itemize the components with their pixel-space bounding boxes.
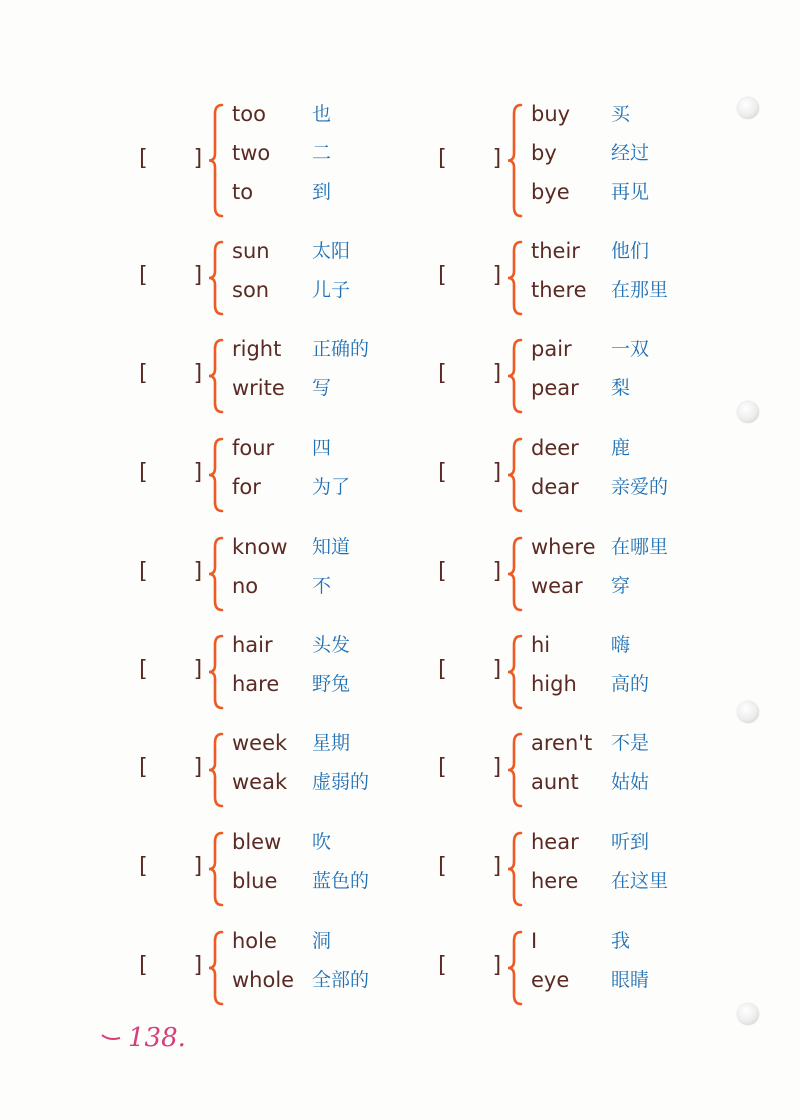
curly-brace-icon [206, 830, 228, 908]
chinese-meaning: 在这里 [611, 870, 669, 892]
chinese-meaning: 亲爱的 [611, 476, 669, 498]
chinese-meaning: 他们 [611, 240, 650, 262]
answer-bracket-close: ] [192, 145, 206, 171]
chinese-meaning: 买 [611, 103, 631, 125]
chinese-meaning: 一双 [611, 338, 650, 360]
chinese-meaning: 写 [312, 377, 332, 399]
answer-bracket-open: [ [136, 559, 150, 584]
answer-bracket-close: ] [192, 854, 206, 879]
answer-bracket-close: ] [192, 361, 206, 386]
word-group [136, 633, 436, 711]
curly-brace-icon [505, 929, 527, 1007]
word-group [136, 830, 436, 908]
english-word: there [531, 278, 587, 302]
english-word: bye [531, 180, 570, 204]
chinese-meaning: 梨 [611, 377, 631, 399]
word-group [136, 929, 436, 1007]
chinese-meaning: 不 [312, 575, 332, 597]
chinese-meaning: 再见 [611, 181, 650, 203]
answer-bracket-close: ] [491, 953, 505, 978]
word-group [136, 239, 436, 317]
curly-brace-icon [505, 731, 527, 809]
curly-brace-icon [505, 633, 527, 711]
curly-brace-icon [206, 535, 228, 613]
english-word: for [232, 475, 261, 499]
english-word: sun [232, 239, 270, 263]
answer-bracket-close: ] [491, 755, 505, 780]
chinese-meaning: 在那里 [611, 279, 669, 301]
answer-bracket-open: [ [136, 657, 150, 682]
word-group [435, 535, 735, 613]
english-word: hair [232, 633, 273, 657]
english-word: write [232, 376, 285, 400]
chinese-meaning: 蓝色的 [312, 870, 370, 892]
word-group [136, 436, 436, 514]
english-word: weak [232, 770, 288, 794]
english-word: know [232, 535, 288, 559]
curly-brace-icon [206, 929, 228, 1007]
curly-brace-icon [206, 633, 228, 711]
page-number: 138. [128, 1023, 186, 1053]
english-word: hare [232, 672, 280, 696]
answer-bracket-open: [ [136, 263, 150, 288]
page-mark-icon [100, 1031, 122, 1043]
chinese-meaning: 高的 [611, 673, 650, 695]
chinese-meaning: 嗨 [611, 634, 631, 656]
english-word: aren't [531, 731, 593, 755]
english-word: week [232, 731, 288, 755]
english-word: aunt [531, 770, 579, 794]
english-word: four [232, 436, 275, 460]
word-group [136, 535, 436, 613]
chinese-meaning: 穿 [611, 575, 631, 597]
english-word: high [531, 672, 577, 696]
curly-brace-icon [206, 337, 228, 415]
word-group [136, 731, 436, 809]
answer-bracket-open: [ [435, 854, 449, 879]
binder-hole [737, 401, 759, 423]
answer-bracket-open: [ [435, 361, 449, 386]
english-word: here [531, 869, 579, 893]
answer-bracket-open: [ [435, 755, 449, 780]
chinese-meaning: 虚弱的 [312, 771, 370, 793]
answer-bracket-close: ] [491, 263, 505, 288]
english-word: their [531, 239, 580, 263]
chinese-meaning: 四 [312, 437, 332, 459]
curly-brace-icon [505, 239, 527, 317]
english-word: deer [531, 436, 579, 460]
english-word: son [232, 278, 270, 302]
english-word: hi [531, 633, 551, 657]
chinese-meaning: 星期 [312, 732, 351, 754]
answer-bracket-close: ] [491, 361, 505, 386]
chinese-meaning: 知道 [312, 536, 351, 558]
answer-bracket-open: [ [136, 460, 150, 485]
english-word: by [531, 141, 557, 165]
chinese-meaning: 听到 [611, 831, 650, 853]
english-word: blew [232, 830, 282, 854]
binder-hole [737, 97, 759, 119]
english-word: pear [531, 376, 579, 400]
english-word: eye [531, 968, 570, 992]
chinese-meaning: 我 [611, 930, 631, 952]
binder-hole [737, 1003, 759, 1025]
english-word: no [232, 574, 259, 598]
word-group [435, 436, 735, 514]
english-word: dear [531, 475, 579, 499]
chinese-meaning: 二 [312, 142, 332, 164]
chinese-meaning: 不是 [611, 732, 650, 754]
english-word: buy [531, 102, 571, 126]
answer-bracket-open: [ [136, 854, 150, 879]
curly-brace-icon [505, 535, 527, 613]
word-group [435, 633, 735, 711]
chinese-meaning: 鹿 [611, 437, 631, 459]
curly-brace-icon [505, 436, 527, 514]
chinese-meaning: 头发 [312, 634, 351, 656]
chinese-meaning: 吹 [312, 831, 332, 853]
chinese-meaning: 儿子 [312, 279, 351, 301]
english-word: where [531, 535, 596, 559]
english-word: pair [531, 337, 572, 361]
english-word: wear [531, 574, 583, 598]
curly-brace-icon [206, 731, 228, 809]
chinese-meaning: 为了 [312, 476, 351, 498]
answer-bracket-open: [ [435, 460, 449, 485]
chinese-meaning: 眼睛 [611, 969, 650, 991]
answer-bracket-close: ] [491, 460, 505, 485]
answer-bracket-open: [ [136, 953, 150, 978]
english-word: right [232, 337, 282, 361]
answer-bracket-close: ] [192, 263, 206, 288]
chinese-meaning: 洞 [312, 930, 332, 952]
word-group [136, 337, 436, 415]
chinese-meaning: 全部的 [312, 969, 370, 991]
curly-brace-icon [505, 102, 527, 219]
chinese-meaning: 也 [312, 103, 332, 125]
curly-brace-icon [206, 239, 228, 317]
curly-brace-icon [206, 102, 228, 219]
answer-bracket-open: [ [435, 263, 449, 288]
chinese-meaning: 野兔 [312, 673, 351, 695]
answer-bracket-close: ] [192, 559, 206, 584]
answer-bracket-close: ] [491, 145, 505, 171]
chinese-meaning: 太阳 [312, 240, 351, 262]
word-group [435, 731, 735, 809]
chinese-meaning: 姑姑 [611, 771, 650, 793]
english-word: to [232, 180, 254, 204]
curly-brace-icon [505, 830, 527, 908]
answer-bracket-close: ] [491, 854, 505, 879]
english-word: I [531, 929, 538, 953]
english-word: blue [232, 869, 278, 893]
answer-bracket-open: [ [435, 559, 449, 584]
answer-bracket-close: ] [192, 657, 206, 682]
chinese-meaning: 在哪里 [611, 536, 669, 558]
word-group [136, 102, 436, 219]
answer-bracket-open: [ [435, 657, 449, 682]
word-group [435, 337, 735, 415]
answer-bracket-open: [ [435, 953, 449, 978]
english-word: too [232, 102, 266, 126]
english-word: two [232, 141, 271, 165]
word-group [435, 239, 735, 317]
chinese-meaning: 正确的 [312, 338, 370, 360]
english-word: whole [232, 968, 295, 992]
answer-bracket-close: ] [192, 755, 206, 780]
answer-bracket-open: [ [435, 145, 449, 171]
answer-bracket-close: ] [491, 559, 505, 584]
word-group [435, 102, 735, 219]
answer-bracket-close: ] [192, 460, 206, 485]
word-group [435, 929, 735, 1007]
chinese-meaning: 经过 [611, 142, 650, 164]
answer-bracket-close: ] [491, 657, 505, 682]
answer-bracket-open: [ [136, 145, 150, 171]
answer-bracket-close: ] [192, 953, 206, 978]
english-word: hole [232, 929, 277, 953]
curly-brace-icon [206, 436, 228, 514]
binder-hole [737, 701, 759, 723]
english-word: hear [531, 830, 579, 854]
chinese-meaning: 到 [312, 181, 332, 203]
answer-bracket-open: [ [136, 361, 150, 386]
curly-brace-icon [505, 337, 527, 415]
answer-bracket-open: [ [136, 755, 150, 780]
word-group [435, 830, 735, 908]
